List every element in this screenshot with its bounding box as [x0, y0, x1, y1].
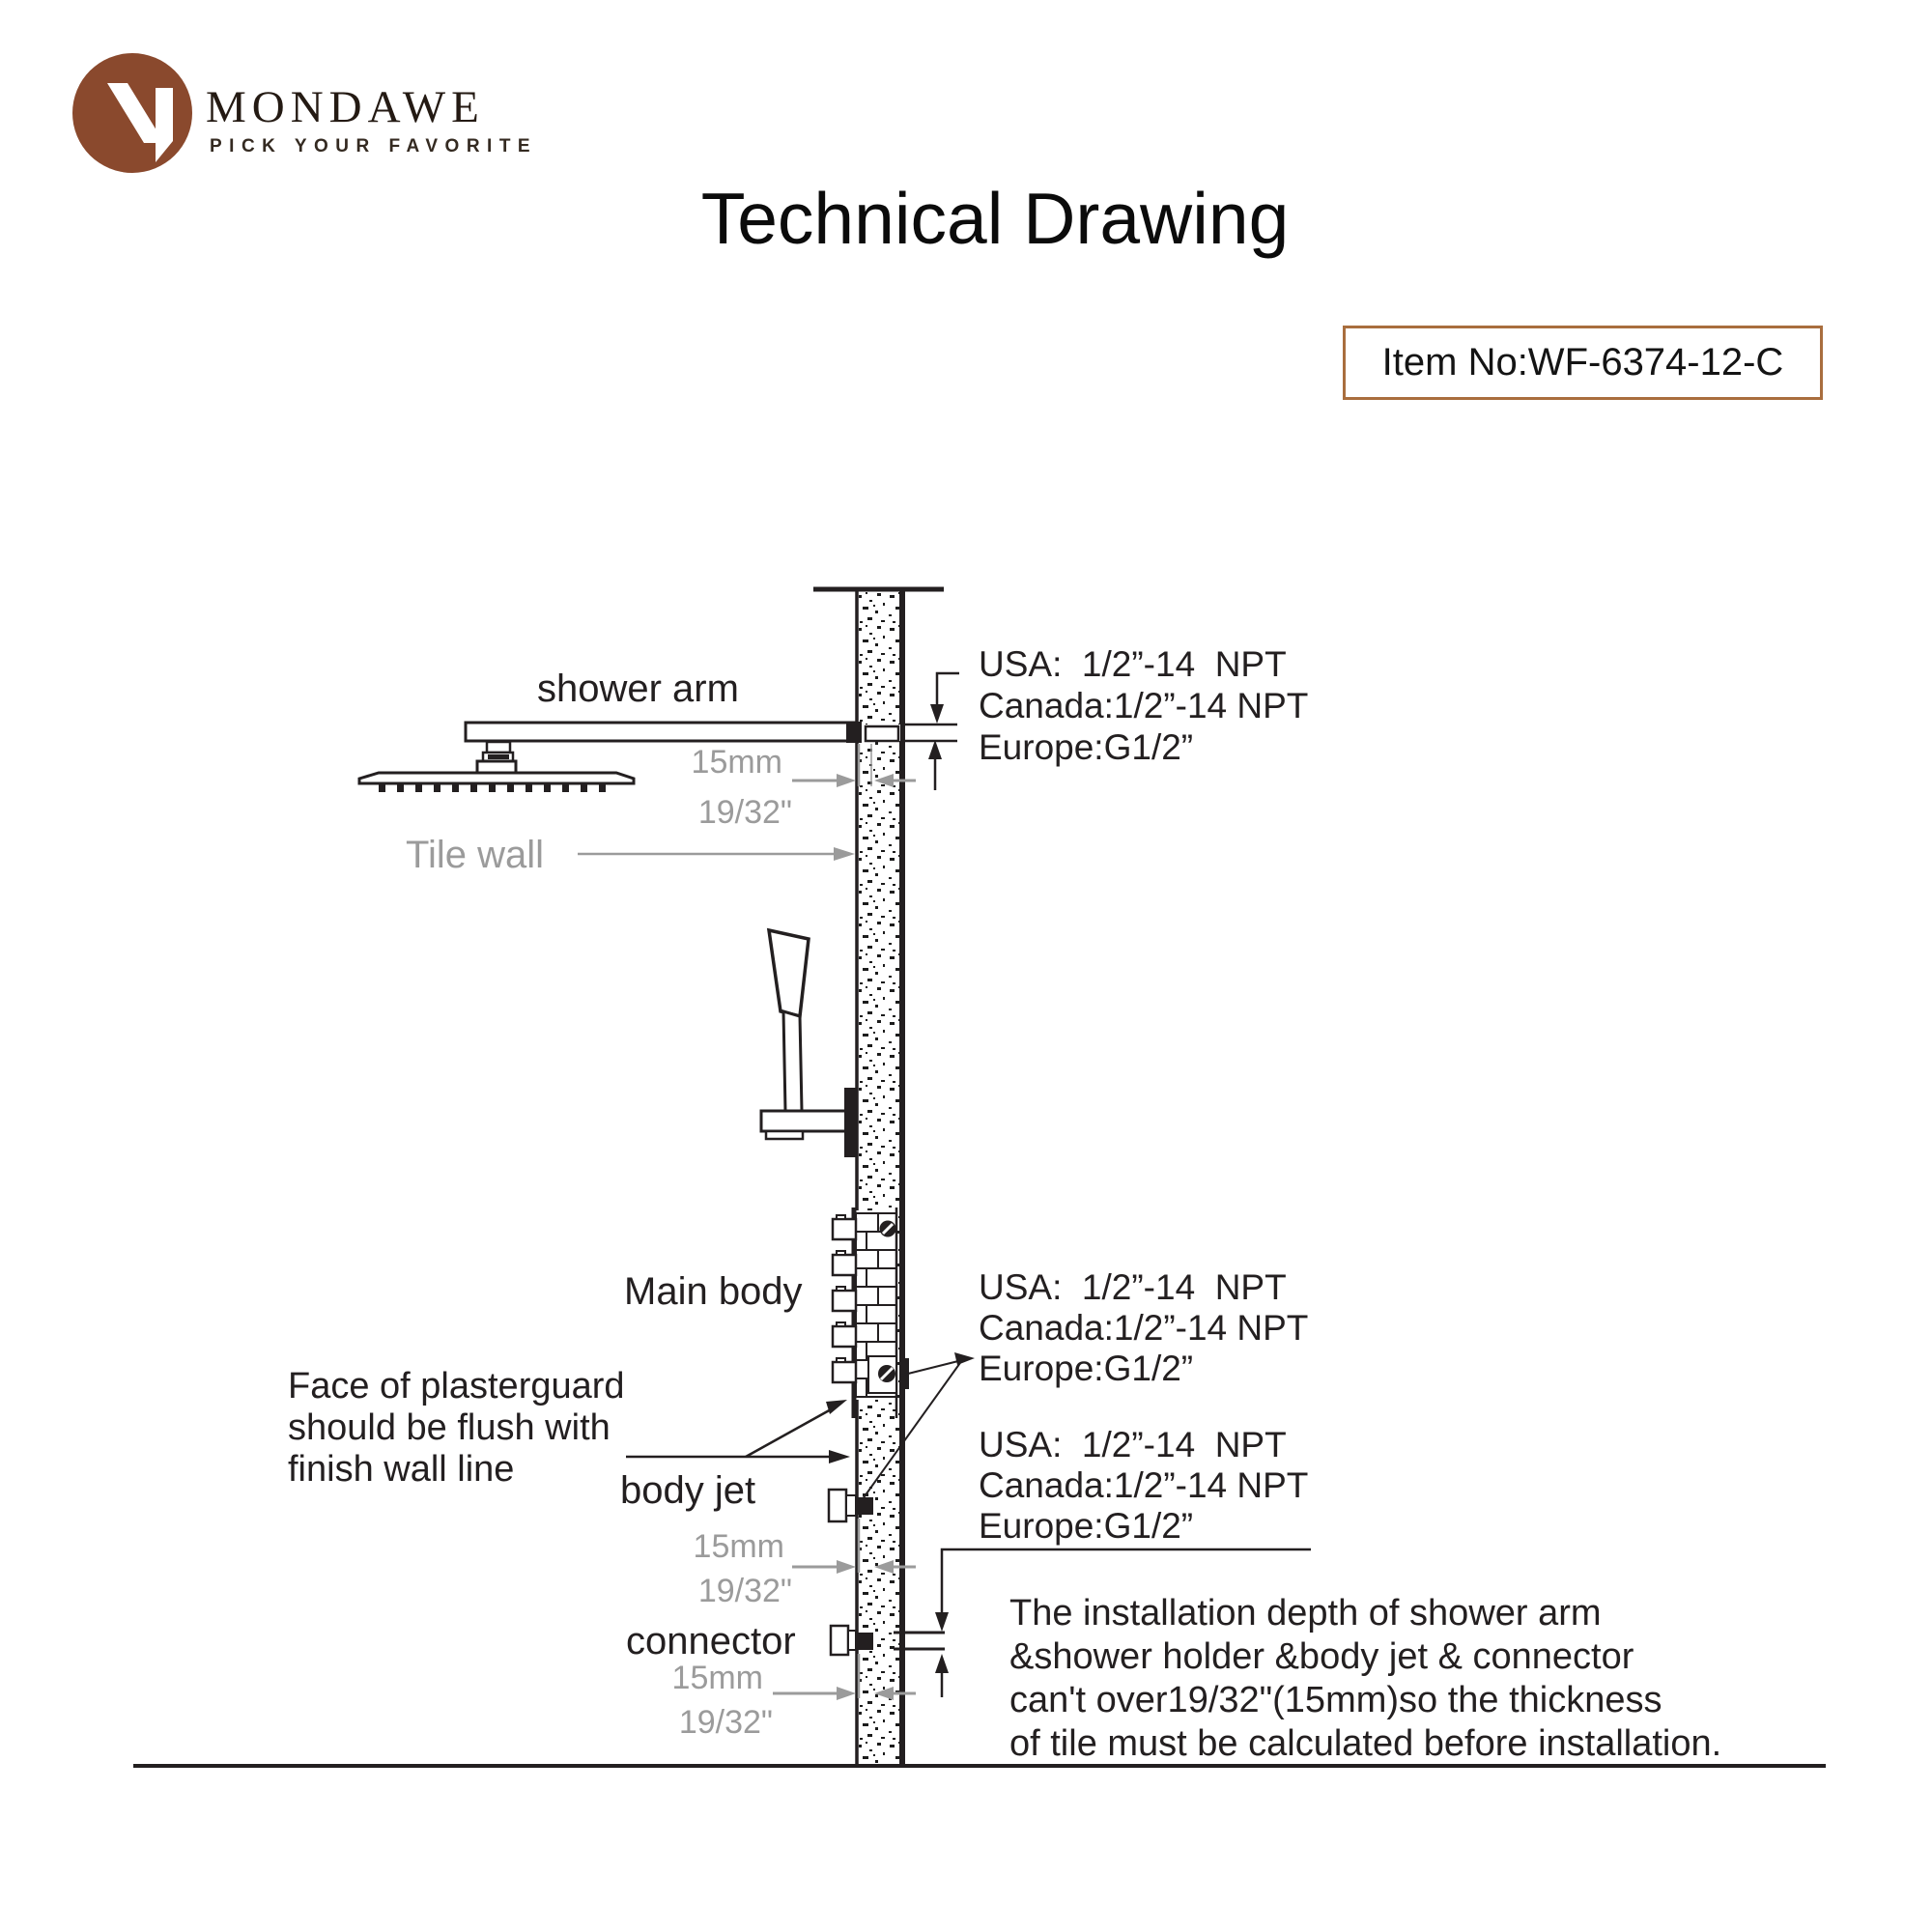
body-jet-collar	[846, 1495, 856, 1516]
thread-spec-block-body	[979, 1267, 1308, 1388]
arrow-down-icon	[930, 704, 944, 724]
arrow-up-right-icon	[826, 1400, 847, 1414]
installation-note	[1009, 1593, 1721, 1764]
plasterguard-note-line1: Face of plasterguard	[288, 1366, 625, 1406]
connector-nozzle	[831, 1626, 848, 1655]
ball-joint-band	[488, 754, 509, 759]
dim-inch: 19/32"	[697, 1573, 792, 1609]
installation-note-line4: of tile must be calculated before installation.	[1009, 1723, 1722, 1764]
dim-inch: 19/32"	[678, 1704, 773, 1741]
installation-note-line2: &shower holder &body jet & connector	[1009, 1636, 1634, 1677]
hand-shower-assembly	[761, 930, 856, 1157]
body-jet-label: body jet	[620, 1469, 756, 1512]
installation-note-line1: The installation depth of shower arm	[1009, 1593, 1602, 1634]
wall-plaster-stipple	[859, 591, 900, 1766]
spec-europe: Europe:G1/2”	[979, 1506, 1194, 1546]
arrow-up-icon	[928, 740, 942, 759]
arm-wall-anchor	[846, 722, 862, 743]
dim-mm: 15mm	[671, 1660, 763, 1696]
tile-wall-label: Tile wall	[406, 834, 544, 876]
main-body-valve	[833, 1208, 909, 1418]
spec-usa: USA: 1/2”-14 NPT	[979, 1425, 1287, 1464]
brand-name: MONDAWE	[206, 82, 485, 132]
spec-europe: Europe:G1/2”	[979, 727, 1194, 767]
ball-joint-upper	[487, 742, 510, 753]
hand-shower-handle	[783, 1011, 802, 1111]
dim-mm: 15mm	[693, 1528, 784, 1565]
arrow-right-icon	[829, 1450, 850, 1463]
shower-holder-wall-plate	[844, 1088, 856, 1157]
hand-shower-head	[769, 930, 809, 1016]
spec-usa: USA: 1/2”-14 NPT	[979, 1267, 1287, 1307]
thread-spec-block-connector	[979, 1425, 1308, 1546]
arrow-right-icon	[834, 847, 855, 861]
dim-mm: 15mm	[691, 744, 782, 781]
plasterguard-note-line3: finish wall line	[288, 1449, 515, 1490]
shower-arm-bar	[466, 723, 856, 741]
arrow-right-icon	[837, 1687, 856, 1700]
thread-spec-block-arm	[979, 644, 1308, 767]
arrow-down-icon	[935, 1612, 949, 1632]
arm-depth-dimension	[935, 673, 959, 790]
arrow-right-icon	[837, 1560, 856, 1574]
brand-tagline: PICK YOUR FAVORITE	[210, 136, 538, 156]
connector-anchor	[856, 1633, 873, 1650]
dim-inch: 19/32"	[697, 794, 792, 831]
plasterguard-note-line2: should be flush with	[288, 1407, 611, 1448]
connector-label: connector	[626, 1620, 796, 1662]
spec-canada: Canada:1/2”-14 NPT	[979, 1465, 1309, 1505]
page-title: Technical Drawing	[700, 178, 1290, 259]
shower-arm-label: shower arm	[537, 668, 739, 710]
spec-usa: USA: 1/2”-14 NPT	[979, 644, 1287, 684]
arrow-right-icon	[954, 1352, 975, 1365]
plasterguard-leaders	[626, 1400, 850, 1463]
connector-collar	[848, 1631, 856, 1650]
item-number: Item No:WF-6374-12-C	[1381, 341, 1784, 384]
arrow-up-icon	[935, 1654, 949, 1673]
arrow-right-icon	[837, 774, 856, 787]
plasterguard-note	[288, 1366, 625, 1490]
body-jet-anchor	[856, 1497, 873, 1515]
body-jet-nozzle	[829, 1490, 846, 1521]
main-body-label: Main body	[624, 1270, 803, 1313]
spec-canada: Canada:1/2”-14 NPT	[979, 686, 1309, 725]
shower-holder-arm	[761, 1111, 852, 1131]
spec-europe: Europe:G1/2”	[979, 1349, 1194, 1388]
arm-escutcheon	[866, 726, 898, 741]
shower-head-plate	[359, 773, 634, 783]
shower-holder-foot	[766, 1131, 803, 1139]
spec-canada: Canada:1/2”-14 NPT	[979, 1308, 1309, 1348]
installation-note-line3: can't over19/32"(15mm)so the thickness	[1009, 1680, 1662, 1720]
